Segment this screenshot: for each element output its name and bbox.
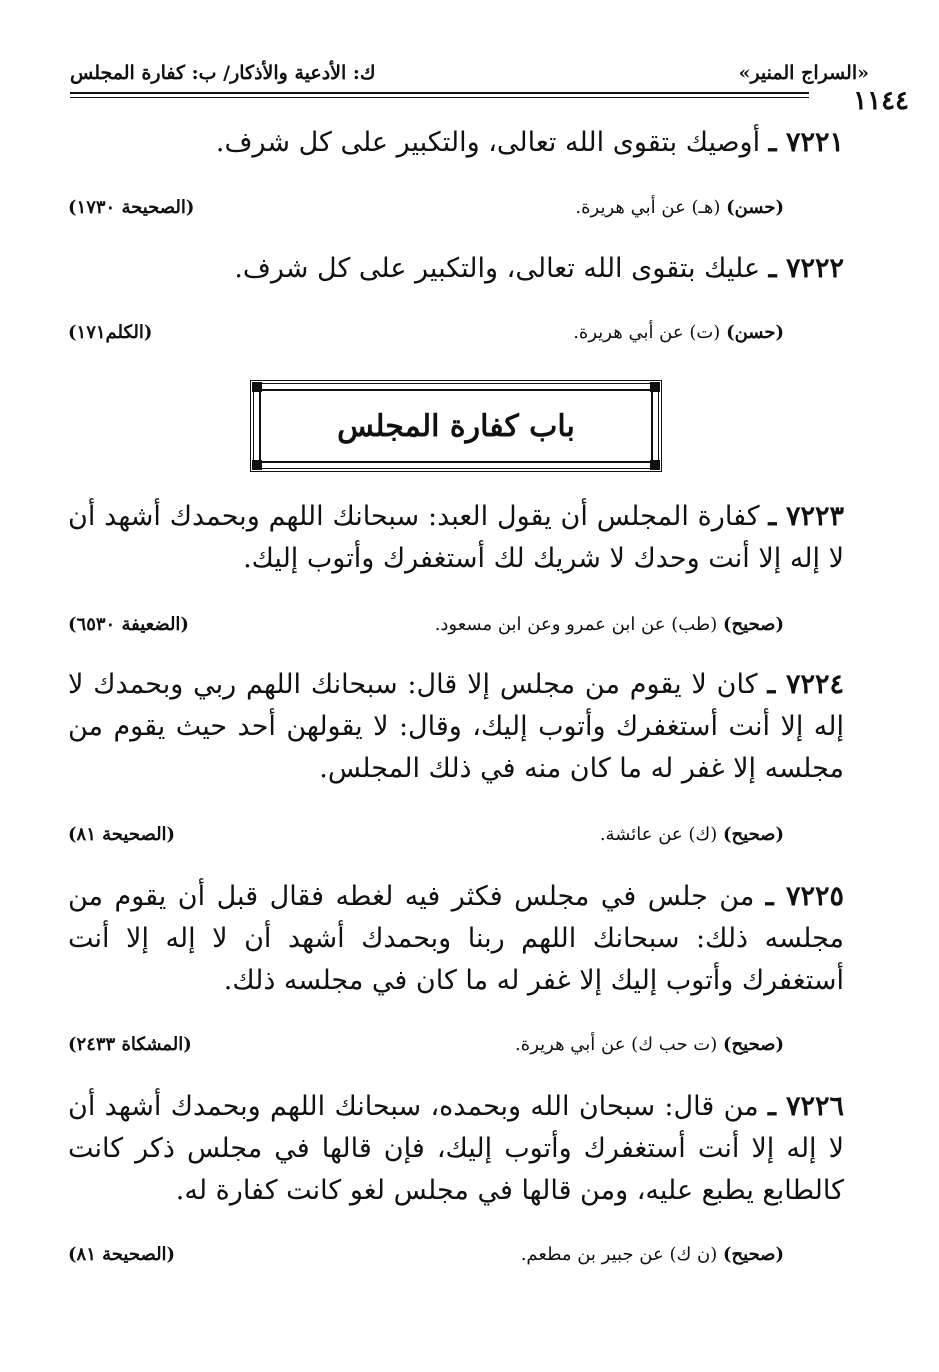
hadith-reference: (الصحيحة ١٧٣٠) — [68, 197, 195, 218]
hadith-narrator: (ك) عن عائشة. — [599, 824, 718, 845]
hadith-narrator: (ت حب ك) عن أبي هريرة. — [515, 1034, 718, 1055]
hadith-text: ٧٢٢٦ ـ من قال: سبحان الله وبحمده، سبحانك اللهم وبحمدك أشهد أن لا إله إلا أنت أستغفرك وأتوب إليك، فإن قالها في مجلس ذكر كانت كالطابع يطبع عليه، ومن قالها في مجلس لغو كانت كفارة له. — [68, 1091, 844, 1206]
hadith-narrator: (ن ك) عن جبير بن مطعم. — [520, 1244, 718, 1265]
hadith-reference: (الصحيحة ٨١) — [68, 824, 176, 845]
hadith-source — [68, 614, 844, 644]
hadith-text: ٧٢٢٥ ـ من جلس في مجلس فكثر فيه لغطه فقال قبل أن يقوم من مجلسه ذلك: سبحانك اللهم ربنا وبحمدك أشهد أن لا إله إلا أنت أستغفرك وأتوب إليك إلا غفر له ما كان في مجلسه ذلك. — [68, 881, 844, 996]
hadith-number: ٧٢٢٥ ـ — [765, 881, 844, 912]
hadith-source — [68, 1244, 844, 1274]
hadith-entry — [68, 664, 844, 790]
hadith-source — [68, 824, 844, 854]
hadith-source — [68, 1034, 844, 1064]
hadith-grade: (حسن) — [726, 322, 784, 343]
book-title: «السراج المنير» — [738, 62, 869, 84]
hadith-narrator: (ت) عن أبي هريرة. — [573, 322, 721, 343]
hadith-reference: (الضعيفة ٦٥٣٠) — [68, 614, 189, 635]
hadith-entry — [68, 876, 844, 1002]
hadith-narrator: (طب) عن ابن عمرو وعن ابن مسعود. — [434, 614, 718, 635]
section-title: ك: الأدعية والأذكار/ ب: كفارة المجلس — [70, 62, 376, 84]
hadith-entry — [68, 122, 844, 164]
hadith-source — [68, 322, 844, 352]
chapter-heading-box — [250, 380, 662, 472]
hadith-grade: (صحيح) — [723, 614, 784, 635]
hadith-entry — [68, 1086, 844, 1212]
ornament-corner — [252, 382, 262, 392]
hadith-source — [68, 197, 844, 227]
header-rule — [70, 92, 809, 94]
hadith-reference: (المشكاة ٢٤٣٣) — [68, 1034, 192, 1055]
page-header — [70, 52, 909, 116]
hadith-text: ٧٢٢١ ـ أوصيك بتقوى الله تعالى، والتكبير على كل شرف. — [215, 127, 844, 158]
hadith-text: ٧٢٢٣ ـ كفارة المجلس أن يقول العبد: سبحانك اللهم وبحمدك أشهد أن لا إله إلا أنت وحدك لا شريك لك أستغفرك وأتوب إليك. — [68, 501, 844, 574]
hadith-number: ٧٢٢٦ ـ — [767, 1091, 844, 1122]
hadith-grade: (صحيح) — [723, 1244, 784, 1265]
hadith-reference: (الصحيحة ٨١) — [68, 1244, 176, 1265]
hadith-entry — [68, 248, 844, 290]
hadith-text: ٧٢٢٤ ـ كان لا يقوم من مجلس إلا قال: سبحانك اللهم ربي وبحمدك لا إله إلا أنت أستغفرك وأتوب إليك، وقال: لا يقولهن أحد حيث يقوم من مجلسه إلا غفر له ما كان منه في ذلك المجلس. — [68, 669, 844, 784]
hadith-grade: (صحيح) — [723, 1034, 784, 1055]
hadith-narrator: (هـ) عن أبي هريرة. — [575, 197, 721, 218]
hadith-reference: (الكلم١٧١) — [68, 322, 153, 343]
hadith-grade: (صحيح) — [723, 824, 784, 845]
hadith-number: ٧٢٢١ ـ — [768, 127, 844, 158]
ornament-corner — [650, 460, 660, 470]
chapter-title: باب كفارة المجلس — [259, 389, 653, 463]
header-rule-thin — [70, 97, 809, 98]
page-number: ١١٤٤ — [853, 86, 909, 116]
ornament-corner — [650, 382, 660, 392]
hadith-entry — [68, 496, 844, 580]
ornament-corner — [252, 460, 262, 470]
hadith-number: ٧٢٢٣ ـ — [768, 501, 844, 532]
hadith-text: ٧٢٢٢ ـ عليك بتقوى الله تعالى، والتكبير على كل شرف. — [234, 253, 844, 284]
hadith-grade: (حسن) — [726, 197, 784, 218]
hadith-number: ٧٢٢٤ ـ — [767, 669, 844, 700]
hadith-number: ٧٢٢٢ ـ — [768, 253, 844, 284]
